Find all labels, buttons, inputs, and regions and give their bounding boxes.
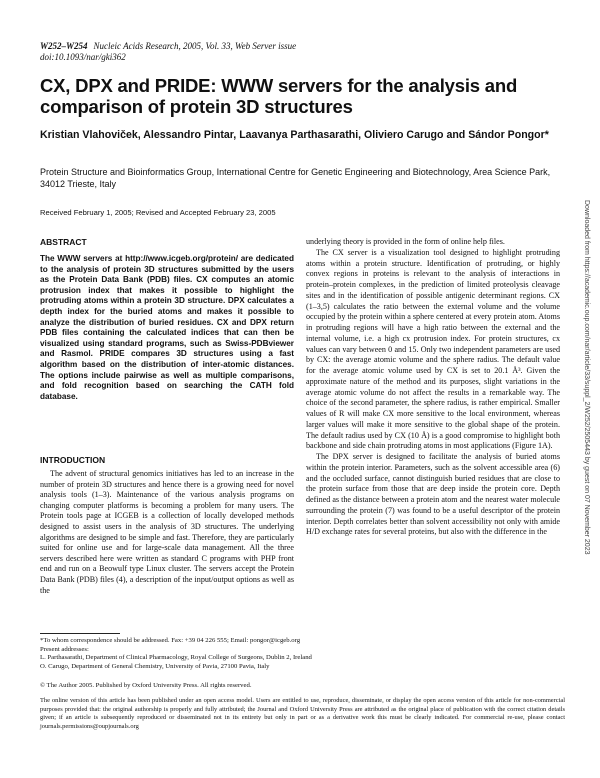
right-paragraph-cx: The CX server is a visualization tool designed to highlight protruding atoms within a protein structure. Identification of protruding, or highly convex regions in proteins is relevant to the analysis of interactions in protein–protein complexes, in the prediction of limited proteolysis cleavage sites and in the identification of possible antigenic determinant regions. CX (1–3,5) calculates the ratio between the external volume and the volume occupied by the protein within a sphere centered at every protein atom. Atoms in protruding regions will have a high ratio between the external and the internal volume, i.e. a high cx protrusion index. For protein structures, cx values can vary between 0 and 15. Only two independent parameters are used by CX: the average atomic volume and the sphere radius. The default value for the average atomic volume used by CX is set to 20.1 Å³. Given the approximate nature of the method and its purposes, slight variations in the average atomic volume do not affect the results in a remarkable way. The choice of the second parameter, the sphere radius, is rather empirical. Smaller values of R will make CX more sensitive to the local environment, whereas larger values will make it more sensitive to the global shape of the protein. The default radius used by CX (10 Å) is a good compromise to highlight both backbone and side chain protruding atoms in most applications (Figure 1A). (306, 247, 560, 451)
introduction-heading: INTRODUCTION (40, 455, 106, 465)
correspondence-note: *To whom correspondence should be addressed. Fax: +39 04 226 555; Email: pongor@icgeb.org (40, 637, 301, 644)
abstract-text: The WWW servers at http://www.icgeb.org/protein/ are dedicated to the analysis of protein 3D structures submitted by the users as the Protein Data Bank (PDB) files. CX computes an atomic protrusion index that makes it possible to highlight the protruding atoms within a protein 3D structure. DPX calculates a depth index for the buried atoms and makes it possible to analyze the distribution of buried residues. CX and DPX return PDB files containing the calculated indices that can then be visualized using standard programs, such as Swiss-PDBviewer and Rasmol. PRIDE compares 3D structures using a fast algorithm based on the distribution of inter-atomic distances. The options include pairwise as well as multiple comparisons, and fold recognition based on searching the CATH fold database. (40, 254, 294, 401)
page-range: W252–W254 (40, 41, 88, 51)
right-paragraph-1: underlying theory is provided in the form of online help files. (306, 237, 505, 246)
abstract-heading: ABSTRACT (40, 237, 87, 247)
article-title: CX, DPX and PRIDE: WWW servers for the analysis and comparison of protein 3D structures (40, 75, 518, 117)
footnotes (40, 637, 565, 671)
abstract-section (40, 237, 294, 402)
running-header (40, 41, 560, 63)
journal-citation: Nucleic Acids Research, 2005, Vol. 33, Web Server issue (93, 41, 297, 51)
author-list: Kristian Vlahoviček, Alessandro Pintar, Laavanya Parthasarathi, Oliviero Carugo and Sándor Pongor* (40, 129, 549, 141)
affiliation: Protein Structure and Bioinformatics Group, International Centre for Genetic Engineering and Biotechnology, Area Science Park, 34012 Trieste, Italy (40, 167, 551, 189)
copyright-notice: © The Author 2005. Published by Oxford University Press. All rights reserved. (40, 682, 252, 689)
license-notice: The online version of this article has been published under an open access model. Users are entitled to use, reproduce, disseminate, or display the open access version of this article for non-commercial purposes provided that: the original authorship is properly and fully attributed; the Journal and Oxford University Press are attributed as the original place of publication with the correct citation details given; if an article is subsequently reproduced or disseminated not in its entirety but only in part or as a derivative work this must be clearly indicated. For commercial re-use, please contact journals.permissions@oupjournals.org (40, 697, 565, 730)
download-watermark-text: Downloaded from https://academic.oup.com/nar/article/33/suppl_2/W252/2505443 by guest on 07 November 2023 (583, 200, 590, 555)
doi: doi:10.1093/nar/gki362 (40, 52, 126, 62)
download-watermark (582, 200, 592, 620)
introduction-section (40, 469, 294, 596)
right-paragraph-dpx: The DPX server is designed to facilitate the analysis of buried atoms within the protein interior. Parameters, such as the solvent accessible area (6) and the occluded surface, cannot distinguish buried residues that are close to the protein surface from those that are deep inside the protein core. Depth defined as the distance between a protein atom and the nearest water molecule surrounding the protein (7) was found to be a useful descriptor of the protein interior. Depth correlates better than solvent accessibility not only with amide H/D exchange rates for several proteins, but also with the difference in the (306, 452, 560, 537)
present-addresses-label: Present addresses: (40, 645, 89, 653)
footnote-rule (40, 633, 120, 634)
introduction-paragraph: The advent of structural genomics initiatives has led to an increase in the number of protein 3D structures and hence there is a growing need for novel analysis tools (1–3). Maintenance of the various analysis programs on changing computer platforms is becoming a problem for many users. The Protein tools page at ICGEB is a collection of locally developed methods designed to assist users in the analysis of 3D structures. The underlying algorithms are designed to be simple and fast. Therefore, they are particularly suited for online use and for large-scale data management. All the three servers described here were written as standard C programs with PHP front end and run on a Beowulf type Linux cluster. The servers accept the Protein Data Bank (PDB) files (4), a description of the input/output options as well as the (40, 469, 294, 595)
present-address-1: L. Parthasarathi, Department of Clinical Pharmacology, Royal College of Surgeons, Dublin 2, Ireland (40, 654, 312, 662)
right-column (306, 237, 560, 538)
present-address-2: O. Carugo, Department of General Chemistry, University of Pavia, 27100 Pavia, Italy (40, 662, 270, 670)
received-dates: Received February 1, 2005; Revised and Accepted February 23, 2005 (40, 208, 276, 217)
